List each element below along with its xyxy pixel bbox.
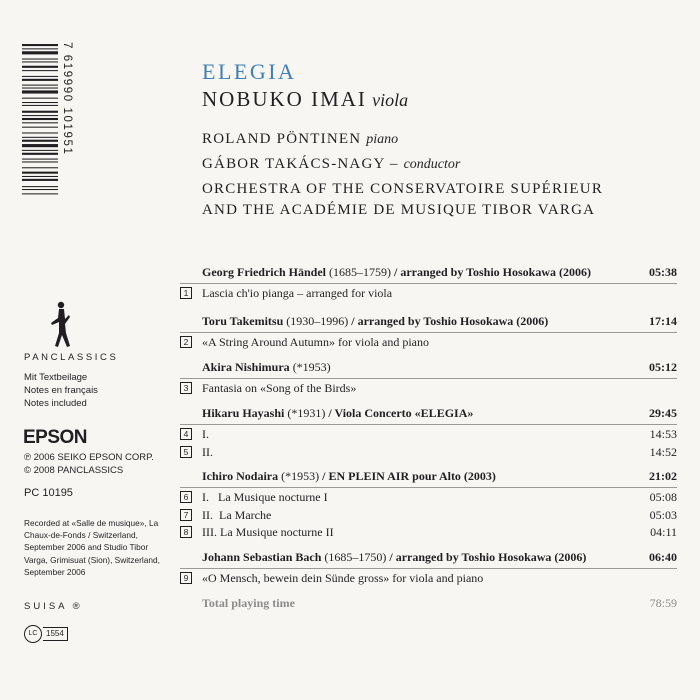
track-row [180, 488, 677, 506]
track-row [180, 569, 677, 587]
performer-role: piano [366, 132, 399, 147]
track-number: 3 [180, 382, 192, 394]
total-duration: 78:59 [649, 596, 677, 610]
track-number: 7 [180, 509, 192, 521]
artist-name: NOBUKO IMAI [202, 87, 367, 111]
barcode [22, 44, 58, 240]
track-title: «O Mensch, bewein dein Sünde gross» for viola and piano [202, 571, 484, 585]
track-row [180, 284, 677, 302]
epson-logo: EPSON [23, 427, 88, 448]
orchestra-line-1: ORCHESTRA OF THE CONSERVATOIRE SUPÉRIEUR [202, 181, 604, 197]
composer-row [180, 312, 677, 330]
panclassics-logo-icon [44, 300, 74, 348]
performer-role: conductor [403, 157, 461, 172]
artist-instrument: viola [372, 90, 409, 110]
group-duration: 29:45 [649, 406, 677, 420]
track-duration: 14:52 [649, 445, 677, 459]
composer-dates: (*1953) [292, 360, 331, 374]
track-title: II. [202, 445, 213, 459]
track-title: Lascia ch'io pianga – arranged for viola [202, 286, 393, 300]
work-info: / EN PLEIN AIR pour Alto (2003) [319, 469, 496, 483]
performer-conductor [202, 156, 460, 173]
composer-heading [202, 548, 586, 566]
group-duration: 06:40 [649, 550, 677, 564]
composer-row [180, 358, 677, 376]
composer-name: Ichiro Nodaira [202, 469, 279, 483]
track-number: 6 [180, 491, 192, 503]
track-duration: 04:11 [650, 525, 677, 539]
work-info: / arranged by Toshio Hosokawa (2006) [348, 314, 549, 328]
track-duration: 14:53 [649, 427, 677, 441]
work-info: / Viola Concerto «ELEGIA» [325, 406, 474, 420]
composer-dates: (1685–1759) [328, 265, 391, 279]
group-duration: 17:14 [649, 314, 677, 328]
track-title: I. [202, 427, 209, 441]
track-row [180, 523, 677, 541]
composer-heading [202, 312, 548, 330]
lc-code: 1554 [43, 627, 68, 641]
track-title: III. La Musique nocturne II [202, 525, 334, 539]
track-row [180, 333, 677, 351]
composer-dates: (*1931) [287, 406, 326, 420]
composer-name: Hikaru Hayashi [202, 406, 285, 420]
track-duration: 05:08 [649, 490, 677, 504]
track-number: 5 [180, 446, 192, 458]
track-number: 9 [180, 572, 192, 584]
track-number: 1 [180, 287, 192, 299]
composer-dates: (*1953) [281, 469, 320, 483]
copyright-phonogram: ℗ 2006 SEIKO EPSON CORP. [24, 452, 154, 463]
lc-circle-icon: LC [24, 625, 42, 643]
track-number: 8 [180, 526, 192, 538]
total-row [180, 594, 677, 612]
group-duration: 21:02 [649, 469, 677, 483]
track-title: «A String Around Autumn» for viola and piano [202, 335, 429, 349]
barcode-digits: 7 619990 101951 [61, 42, 73, 156]
album-title: ELEGIA [202, 59, 297, 84]
composer-heading [202, 263, 591, 281]
composer-name: Johann Sebastian Bach [202, 550, 322, 564]
label-name: PANCLASSICS [24, 352, 119, 363]
label-code-badge [24, 625, 84, 643]
composer-name: Georg Friedrich Händel [202, 265, 326, 279]
track-row [180, 443, 677, 461]
work-info: / arranged by Toshio Hosokawa (2006) [390, 265, 592, 279]
track-row [180, 425, 677, 443]
composer-heading [202, 467, 496, 485]
suisa-mark: SUISA ® [24, 601, 83, 612]
composer-row [180, 404, 677, 422]
composer-dates: (1685–1750) [324, 550, 387, 564]
composer-row [180, 467, 677, 485]
track-title: Fantasia on «Song of the Birds» [202, 381, 357, 395]
catalog-number: PC 10195 [24, 487, 73, 499]
notes-german: Mit Textbeilage [24, 372, 88, 383]
notes-list [24, 371, 98, 410]
composer-name: Akira Nishimura [202, 360, 290, 374]
track-row [180, 506, 677, 524]
main-artist [202, 87, 408, 112]
orchestra-line-2: AND THE ACADÉMIE DE MUSIQUE TIBOR VARGA [202, 202, 596, 218]
notes-french: Notes en français [24, 385, 98, 396]
track-title: II. La Marche [202, 508, 272, 522]
composer-row [180, 263, 677, 281]
work-info: / arranged by Toshio Hosokawa (2006) [386, 550, 587, 564]
recording-info: Recorded at «Salle de musique», La Chaux-de-Fonds / Switzerland, September 2006 and Studio Tibor Varga, Grimisuat (Sion), Switzerland, September 2006 [24, 518, 160, 577]
composer-heading [202, 404, 473, 422]
performer-name: GÁBOR TAKÁCS-NAGY [202, 156, 385, 172]
total-label: Total playing time [202, 596, 295, 610]
copyright-block [24, 452, 154, 477]
track-row [180, 379, 677, 397]
composer-row [180, 548, 677, 566]
notes-english: Notes included [24, 398, 87, 409]
track-number: 2 [180, 336, 192, 348]
performer-name: ROLAND PÖNTINEN [202, 131, 362, 147]
group-duration: 05:38 [649, 265, 677, 279]
track-number: 4 [180, 428, 192, 440]
performer-separator: – [384, 156, 404, 172]
copyright-text: © 2008 PANCLASSICS [24, 464, 124, 476]
composer-heading [202, 358, 331, 376]
composer-name: Toru Takemitsu [202, 314, 284, 328]
group-duration: 05:12 [649, 360, 677, 374]
composer-dates: (1930–1996) [286, 314, 349, 328]
track-title: I. La Musique nocturne I [202, 490, 328, 504]
track-duration: 05:03 [649, 508, 677, 522]
performer-pianist [202, 131, 398, 148]
